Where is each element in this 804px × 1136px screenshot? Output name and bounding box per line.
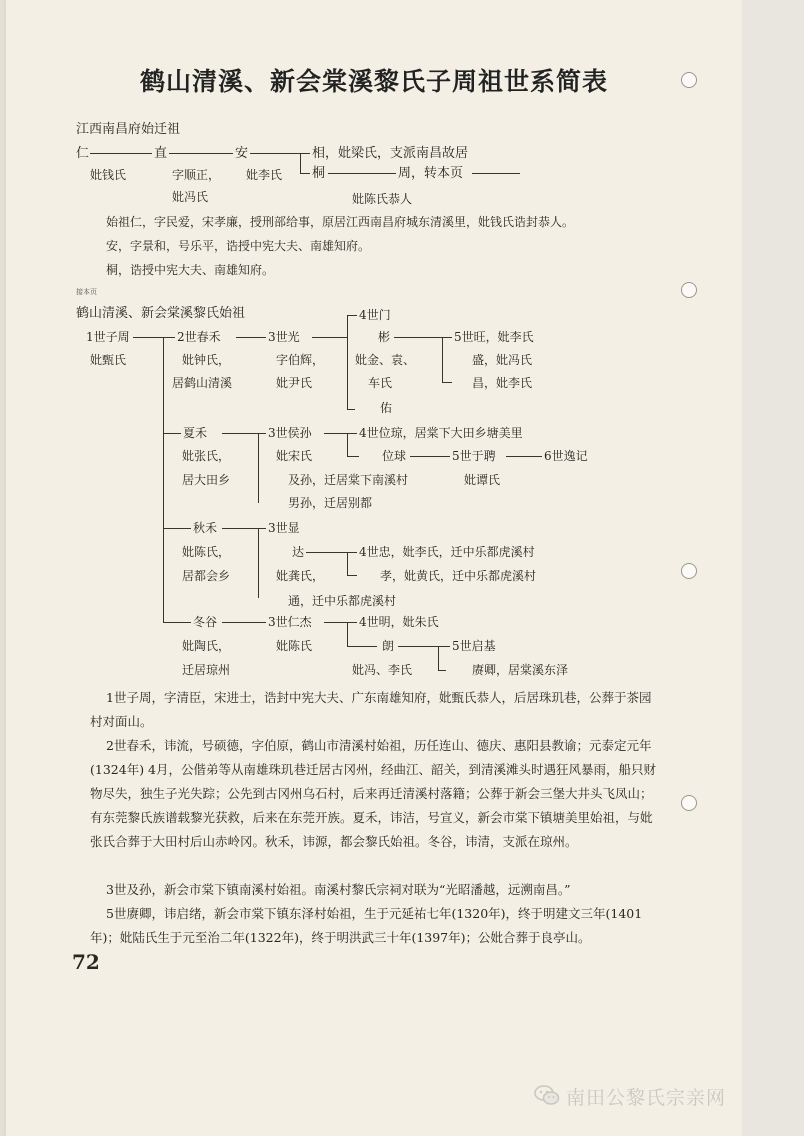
zhou-reference: 周，转本页 [398, 166, 464, 181]
connector [163, 337, 164, 622]
chunhe-wife: 妣钟氏， [182, 353, 231, 367]
connector [442, 382, 452, 383]
connector [347, 315, 348, 409]
connector [90, 153, 152, 154]
connector [438, 670, 446, 671]
connector [347, 433, 348, 456]
connector [163, 337, 175, 338]
gen4-men: 4世门 [359, 308, 391, 322]
connector [347, 315, 357, 316]
paragraph-2: 2世春禾，讳流，号硕德，字伯原，鹤山市清溪村始祖，历任连山、德庆、惠阳县教谕；元泰定元年(1324年) 4月，公偕弟等从南雄珠玑巷迁居古冈州，经曲江、韶关，到清溪滩头时遇狂风暴雨，船只财物尽失，独生子光失踪；公先到古冈州乌石村，后来再迁清溪村落籍；公葬于新会三堡大井头飞凤山；有东莞黎氏族谱载黎光获救，后来在东莞开族。夏禾，讳洁，号宣义，新会市棠下镇塘美里始祖，与妣张氏合葬于大田村后山赤岭冈。秋禾，讳源，都会黎氏始祖。冬谷，讳清，支派在琼州。 [90, 738, 656, 849]
connector [410, 456, 450, 457]
gen3-nansun: 男孙，迁居别都 [288, 496, 373, 510]
connector [236, 337, 266, 338]
section1-header: 江西南昌府始迁祖 [76, 122, 181, 137]
connector [438, 646, 439, 670]
connector [438, 646, 450, 647]
person-ren: 仁 [76, 146, 90, 161]
note-line-1: 始祖仁，字民爱，宋孝廉，授刑部给事，原居江西南昌府城东清溪里，妣钱氏诰封恭人。 [106, 215, 575, 229]
connector [306, 552, 347, 553]
connector [442, 337, 443, 382]
gen3-jisun: 及孙，迁居棠下南溪村 [288, 473, 409, 487]
gen2-chunhe: 2世春禾 [177, 330, 221, 344]
gen1-wife: 妣甄氏 [90, 353, 127, 367]
connector [300, 153, 310, 154]
connector [347, 433, 357, 434]
gen5-yupin: 5世于聘 [452, 449, 496, 463]
bin-wife: 妣金、袁、 [355, 353, 416, 367]
connector [258, 528, 259, 598]
gen3-tong: 通，迁中乐都虎溪村 [288, 594, 397, 608]
connector [222, 622, 266, 623]
gen4-ming: 4世明，妣朱氏 [359, 615, 439, 629]
page-number: 72 [72, 950, 100, 974]
connector [222, 528, 258, 529]
binder-hole [681, 795, 697, 811]
paragraph-4: 5世赓卿，讳启绪，新会市棠下镇东泽村始祖，生于元延祐七年(1320年)，终于明建文三年(1401年)；妣陆氏生于元至治二年(1322年)，终于明洪武三十年(1397年)；公妣合葬于良亭山。 [90, 906, 643, 945]
gen4-weiqiu: 位球 [382, 449, 407, 463]
connector [163, 433, 181, 434]
connector [258, 433, 266, 434]
gen4-bin: 彬 [378, 330, 391, 344]
connector [163, 528, 191, 529]
gen4-zhong: 4世忠，妣李氏，迁中乐都虎溪村 [359, 545, 535, 559]
note-line-3: 桐，诰授中宪大夫、南雄知府。 [106, 263, 275, 277]
renjie-wife: 妣陈氏 [276, 639, 313, 653]
connector [300, 153, 301, 173]
gen1-zhou: 1世子周 [86, 330, 130, 344]
yupin-wife: 妣谭氏 [464, 473, 501, 487]
connector [347, 409, 355, 410]
connector [394, 337, 442, 338]
connector [442, 337, 452, 338]
connector [347, 622, 357, 623]
connector [324, 433, 347, 434]
an-wife: 妣李氏 [246, 168, 283, 182]
person-xiang: 相，妣梁氏，支派南昌故居 [312, 146, 469, 161]
connector [250, 153, 300, 154]
person-tong: 桐 [312, 166, 326, 181]
donggu-wife: 妣陶氏， [182, 639, 231, 653]
qiuhe-wife: 妣陈氏， [182, 545, 231, 559]
connector [222, 433, 258, 434]
connector [258, 433, 259, 503]
connector [133, 337, 163, 338]
binder-hole [681, 563, 697, 579]
connector [347, 575, 357, 576]
bin-wife-che: 车氏 [368, 376, 393, 390]
connector [258, 528, 266, 529]
zhi-style: 字顺正， [172, 168, 221, 182]
xiahe-wife: 妣张氏， [182, 449, 231, 463]
connector [328, 173, 396, 174]
gen3-da: 达 [292, 545, 305, 559]
person-zhi: 直 [154, 146, 168, 161]
paragraph-1: 1世子周，字清臣，宋进士，诰封中宪大夫、广东南雄知府，妣甄氏恭人，后居珠玑巷，公葬于茶园村对面山。 [90, 690, 652, 729]
gen2-qiuhe: 秋禾 [193, 521, 218, 535]
gen2-donggu: 冬谷 [193, 615, 218, 629]
houson-wife: 妣宋氏 [276, 449, 313, 463]
gen3-xian: 3世显 [268, 521, 300, 535]
wechat-icon [534, 1084, 560, 1106]
guang-wife: 妣尹氏 [276, 376, 313, 390]
xian-wife: 妣龚氏， [276, 569, 325, 583]
paragraph-3: 3世及孙，新会市棠下镇南溪村始祖。南溪村黎氏宗祠对联为“光昭潘越，远溯南昌。” [106, 882, 571, 897]
lang-wife: 妣冯、李氏 [352, 663, 413, 677]
connector [163, 622, 191, 623]
gen3-houson: 3世侯孙 [268, 426, 312, 440]
connector [300, 173, 310, 174]
connector [324, 622, 347, 623]
connector [398, 646, 438, 647]
watermark-text: 南田公黎氏宗亲网 [566, 1087, 727, 1109]
gen4-weiqiong: 4世位琼，居棠下大田乡塘美里 [359, 426, 523, 440]
connector [506, 456, 542, 457]
connector [347, 456, 359, 457]
gen4-lang: 朗 [382, 639, 395, 653]
continue-note: 接本页 [76, 288, 97, 296]
page-title: 鹤山清溪、新会棠溪黎氏子周祖世系简表 [139, 67, 608, 96]
zhi-wife: 妣冯氏 [172, 190, 209, 204]
qiuhe-place: 居都会乡 [182, 569, 231, 583]
gen5-wang: 5世旺，妣李氏 [454, 330, 534, 344]
gen4-xiao: 孝，妣黄氏，迁中乐都虎溪村 [380, 569, 537, 583]
donggu-place: 迁居琼州 [182, 663, 231, 677]
document-page [6, 0, 742, 1136]
connector [347, 552, 348, 575]
binder-hole [681, 72, 697, 88]
gen2-xiahe: 夏禾 [183, 426, 208, 440]
ren-wife: 妣钱氏 [90, 168, 127, 182]
connector [169, 153, 233, 154]
gen5-kangqing: 赓卿，居棠溪东泽 [472, 663, 569, 677]
gen3-renjie: 3世仁杰 [268, 615, 312, 629]
gen6-yiji: 6世逸记 [544, 449, 588, 463]
tong-wife: 妣陈氏恭人 [352, 192, 413, 206]
gen5-chang: 昌，妣李氏 [472, 376, 533, 390]
gen5-sheng: 盛，妣冯氏 [472, 353, 533, 367]
connector [347, 622, 348, 646]
binder-hole [681, 282, 697, 298]
connector [472, 173, 520, 174]
note-line-2: 安，字景和，号乐平，诰授中宪大夫、南雄知府。 [106, 239, 371, 253]
person-an: 安 [235, 146, 249, 161]
connector [347, 646, 377, 647]
connector [347, 552, 357, 553]
page-edge [742, 0, 804, 1136]
chunhe-place: 居鹤山清溪 [172, 376, 233, 390]
gen5-qiji: 5世启基 [452, 639, 496, 653]
gen4-you: 佑 [380, 401, 393, 415]
section2-header: 鹤山清溪、新会棠溪黎氏始祖 [76, 306, 246, 321]
gen3-guang: 3世光 [268, 330, 300, 344]
connector [312, 337, 347, 338]
xiahe-place: 居大田乡 [182, 473, 231, 487]
guang-style: 字伯辉， [276, 353, 325, 367]
